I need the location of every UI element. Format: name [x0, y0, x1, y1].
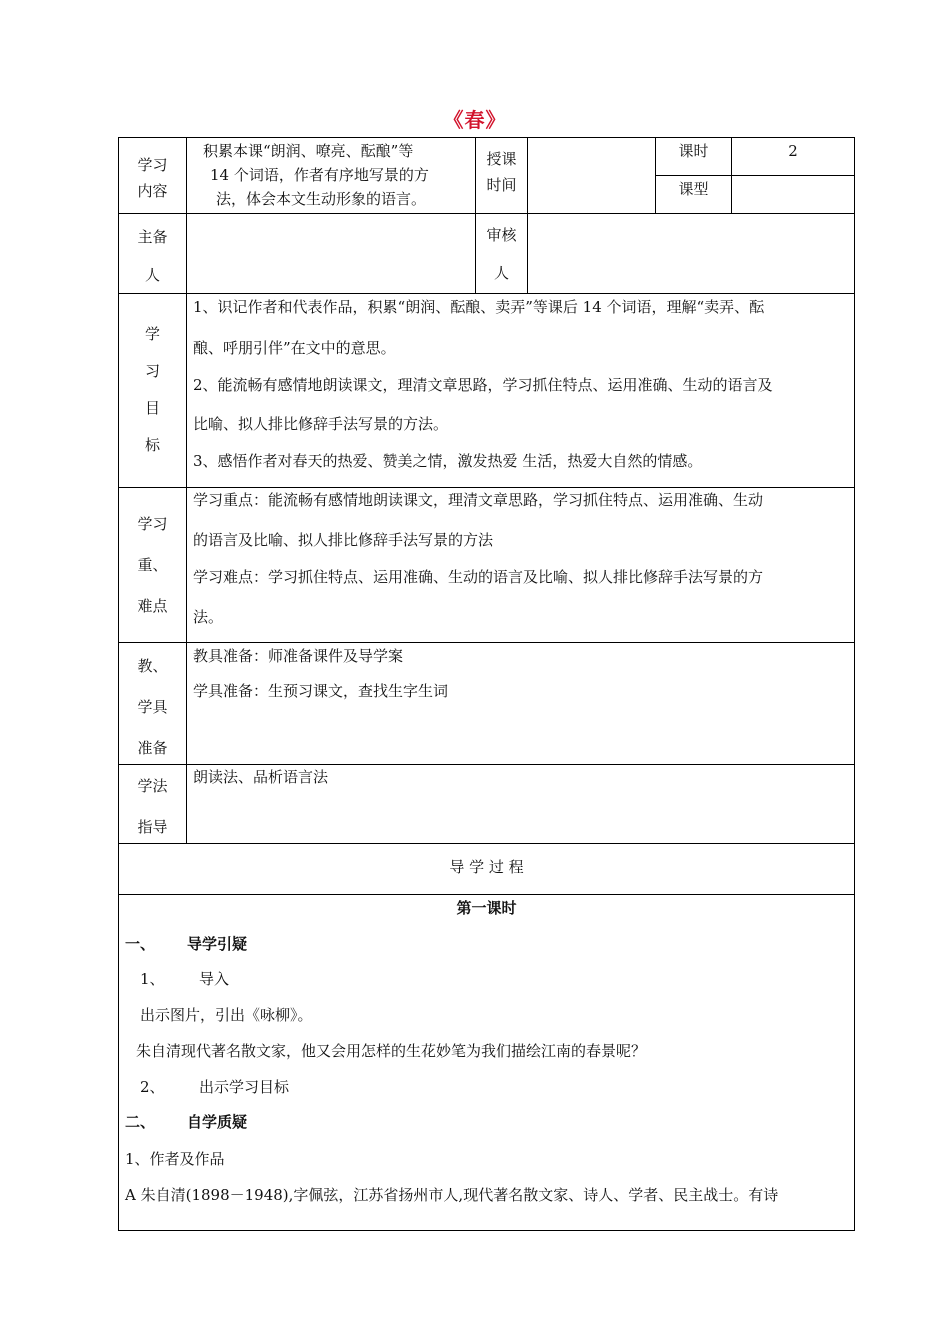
teach-time-label: 授课 时间 — [486, 150, 517, 194]
method-label: 学法 指导 — [137, 777, 168, 836]
focus-label: 学习 重、 难点 — [137, 515, 168, 615]
table-border-right — [854, 137, 855, 1230]
content-label: 学习 内容 — [137, 156, 168, 200]
tools-label: 教、 学具 准备 — [137, 657, 168, 757]
row-divider — [118, 894, 855, 895]
objective-line: 2、能流畅有感情地朗读课文，理清文章思路，学习抓住特点、运用准确、生动的语言及 — [193, 376, 773, 394]
paragraph: A 朱自清(1898－1948),字佩弦，江苏省扬州市人,现代著名散文家、诗人、学者、民主战士。有诗 — [125, 1186, 779, 1204]
row-divider — [118, 487, 855, 488]
section-number: 二、 — [125, 1113, 156, 1131]
document-title: 《春》 — [443, 108, 507, 132]
table-border-top — [118, 137, 855, 138]
item-text: 出示学习目标 — [199, 1078, 290, 1096]
method-text: 朗读法、品析语言法 — [193, 768, 329, 786]
lesson-hours-label: 课时 — [678, 142, 709, 160]
row-divider — [118, 764, 855, 765]
tools-line: 学具准备：生预习课文，查找生字生词 — [193, 682, 449, 700]
objective-line: 3、感悟作者对春天的热爱、赞美之情，激发热爱 生活，热爱大自然的情感。 — [193, 452, 703, 470]
row-divider — [118, 293, 855, 294]
column-divider — [527, 137, 528, 293]
objective-line: 酿、呼朋引伴”在文中的意思。 — [193, 339, 396, 357]
content-text-line: 积累本课“朗润、嘹亮、酝酿”等 — [203, 142, 414, 160]
process-header: 导 学 过 程 — [449, 858, 524, 876]
preparer-label: 主备 人 — [137, 228, 168, 284]
section-number: 一、 — [125, 935, 156, 953]
row-divider — [118, 213, 855, 214]
paragraph: 出示图片，引出《咏柳》。 — [140, 1006, 313, 1024]
focus-line: 学习重点：能流畅有感情地朗读课文，理清文章思路，学习抓住特点、运用准确、生动 — [193, 491, 764, 509]
item-text: 导入 — [199, 970, 230, 988]
item-number: 2、 — [140, 1078, 165, 1096]
item-number: 1、 — [140, 970, 165, 988]
focus-line: 的语言及比喻、拟人排比修辞手法写景的方法 — [193, 531, 494, 549]
objective-line: 1、识记作者和代表作品，积累“朗润、酝酿、卖弄”等课后 14 个词语，理解“卖弄、酝 — [193, 298, 765, 316]
tools-line: 教具准备：师准备课件及导学案 — [193, 647, 404, 665]
reviewer-label: 审核 人 — [486, 226, 517, 282]
lesson-type-label: 课型 — [678, 180, 709, 198]
row-divider — [118, 642, 855, 643]
objective-line: 比喻、拟人排比修辞手法写景的方法。 — [193, 415, 449, 433]
column-divider — [186, 137, 187, 843]
content-text-line: 14 个词语，作者有序地写景的方 — [210, 166, 429, 184]
objectives-label: 学 习 目 标 — [144, 325, 160, 454]
table-border-bottom — [118, 1230, 855, 1231]
focus-line: 法。 — [193, 608, 224, 626]
content-text-line: 法，体会本文生动形象的语言。 — [216, 190, 427, 208]
row-divider — [655, 175, 855, 176]
lesson-title: 第一课时 — [456, 899, 517, 917]
lesson-hours-value: 2 — [788, 142, 798, 160]
section-title: 导学引疑 — [187, 935, 248, 953]
paragraph: 朱自清现代著名散文家，他又会用怎样的生花妙笔为我们描绘江南的春景呢？ — [136, 1042, 647, 1060]
focus-line: 学习难点：学习抓住特点、运用准确、生动的语言及比喻、拟人排比修辞手法写景的方 — [193, 568, 764, 586]
section-title: 自学质疑 — [187, 1113, 248, 1131]
row-divider — [118, 843, 855, 844]
paragraph: 1、作者及作品 — [125, 1150, 225, 1168]
